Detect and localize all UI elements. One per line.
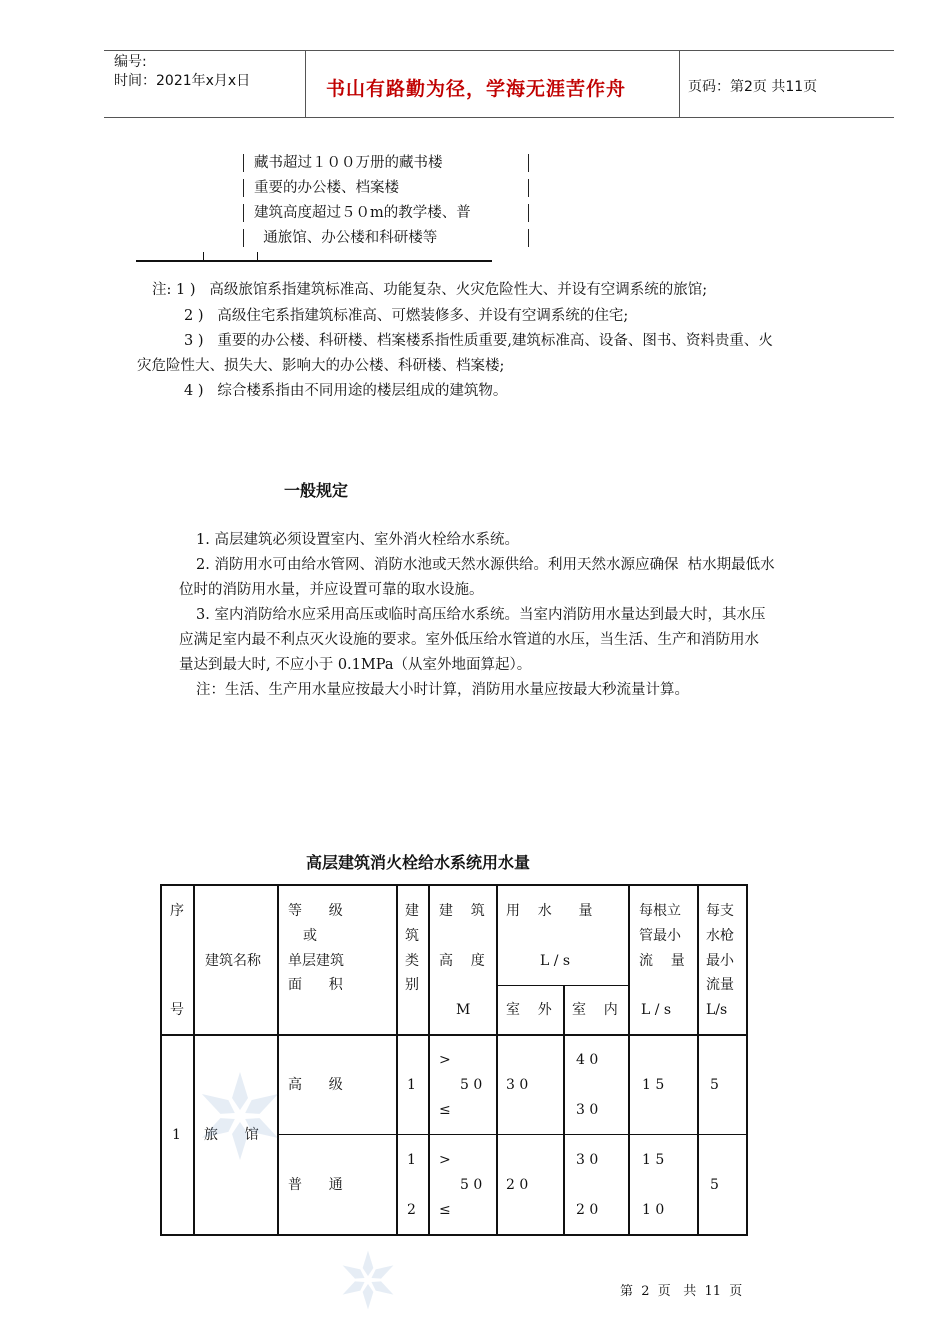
table-header: 高 度 (439, 953, 485, 969)
table-title: 高层建筑消火栓给水系统用水量 (306, 853, 531, 872)
table-header: 最小 (706, 953, 734, 969)
table-cell: 1 5 (642, 1077, 665, 1093)
note-line: 2 ) 高级住宅系指建筑标准高、可燃装修多、并设有空调系统的住宅; (184, 308, 629, 324)
paragraph: 量达到最大时, 不应小于 0.1MPa（从室外地面算起）。 (179, 657, 532, 673)
serial-label: 编号: (114, 54, 147, 70)
table-tick (257, 252, 258, 261)
table-header: 单层建筑 (288, 953, 344, 969)
paragraph: 位时的消防用水量，并应设置可靠的取水设施。 (179, 582, 484, 598)
table-cell: > (439, 1052, 451, 1068)
paragraph: 注：生活、生产用水量应按最大小时计算，消防用水量应按最大秒流量计算。 (196, 682, 689, 698)
header-top-rule (104, 50, 894, 51)
table-header: 号 (170, 1002, 184, 1018)
table-header: 或 (303, 928, 317, 944)
table-header: 每根立 (639, 903, 681, 919)
table-cell: 1 (407, 1152, 416, 1168)
table-header: 建 (405, 903, 419, 919)
table-header: 流 量 (639, 953, 685, 969)
table-cell: 5 0 (460, 1177, 483, 1193)
header-divider (305, 50, 306, 117)
table-cell: 1 5 (642, 1152, 665, 1168)
table-cell: 3 0 (576, 1152, 599, 1168)
table-header: 筑 (405, 928, 419, 944)
note-line: 注: 1 ) 高级旅馆系指建筑标准高、功能复杂、火灾危险性大、并设有空调系统的旅馆; (152, 282, 708, 298)
table-cell: 普 通 (288, 1177, 343, 1193)
table-cell: 1 (172, 1127, 181, 1143)
table-cell: 旅 馆 (204, 1127, 259, 1143)
table-header: 序 (170, 903, 184, 919)
paragraph: 1. 高层建筑必须设置室内、室外消火栓给水系统。 (196, 532, 519, 548)
table-cell: 3 0 (576, 1102, 599, 1118)
table-header: 流量 (706, 977, 734, 993)
table-header: 用 水 量 (506, 903, 593, 919)
list-item: 建筑高度超过５０m的教学楼、普 (240, 201, 540, 226)
section-title: 一般规定 (284, 481, 349, 500)
header-bottom-rule (104, 117, 894, 118)
list-item: 藏书超过１００万册的藏书楼 (240, 151, 540, 176)
table-cell: ≤ (439, 1202, 451, 1218)
list-item: 重要的办公楼、档案楼 (240, 176, 540, 201)
header-divider (679, 50, 680, 117)
table-cell: 3 0 (506, 1077, 529, 1093)
table-cell: 4 0 (576, 1052, 599, 1068)
table-cell: 高 级 (288, 1077, 343, 1093)
table-header: 建 筑 (439, 903, 485, 919)
paragraph: 3. 室内消防给水应采用高压或临时高压给水系统。当室内消防用水量达到最大时，其水压 (196, 607, 766, 623)
snowflake-watermark-icon (336, 1248, 400, 1312)
table-cell: 1 (407, 1077, 416, 1093)
table-cell: 5 0 (460, 1077, 483, 1093)
note-line: 3 ) 重要的办公楼、科研楼、档案楼系指性质重要,建筑标准高、设备、图书、资料贵重、火 (184, 333, 773, 349)
header-page-info: 页码：第2页 共11页 (688, 79, 818, 95)
table-cell: 5 (710, 1077, 719, 1093)
table-header: 类 (405, 953, 419, 969)
table-header: 管最小 (639, 928, 681, 944)
table-header: L / s (540, 953, 571, 969)
table-header: 面 积 (288, 977, 343, 993)
table-cell: ≤ (439, 1102, 451, 1118)
list-item: 通旅馆、办公楼和科研楼等 (240, 226, 540, 251)
table-tick (203, 252, 204, 261)
snowflake-watermark-icon (192, 1068, 288, 1164)
table-cell: 2 0 (506, 1177, 529, 1193)
table-header: 水枪 (706, 928, 734, 944)
note-line: 4 ) 综合楼系指由不同用途的楼层组成的建筑物。 (184, 383, 508, 399)
table-header: 等 级 (288, 903, 343, 919)
table-header: 建筑名称 (205, 953, 261, 969)
table-header: 室 外 (506, 1002, 552, 1018)
table-header: 每支 (706, 903, 734, 919)
page-footer: 第 2 页 共 11 页 (620, 1284, 743, 1299)
table-header: 别 (405, 977, 419, 993)
paragraph: 2. 消防用水可由给水管网、消防水池或天然水源供给。利用天然水源应确保 枯水期最低水 (196, 557, 775, 573)
table-cell: 2 0 (576, 1202, 599, 1218)
header-motto: 书山有路勤为径，学海无涯苦作舟 (326, 78, 627, 100)
table-cell: 5 (710, 1177, 719, 1193)
table-bottom-rule (136, 260, 492, 262)
table-header: 室 内 (572, 1002, 618, 1018)
note-line: 灾危险性大、损失大、影响大的办公楼、科研楼、档案楼; (137, 358, 505, 374)
table-header: L/s (706, 1002, 728, 1018)
paragraph: 应满足室内最不利点灭火设施的要求。室外低压给水管道的水压，当生活、生产和消防用水 (179, 632, 759, 648)
table-cell: > (439, 1152, 451, 1168)
table-cell: 1 0 (642, 1202, 665, 1218)
table-header: L / s (641, 1002, 672, 1018)
table-cell: 2 (407, 1202, 416, 1218)
table-header: M (456, 1002, 471, 1018)
time-label: 时间：2021年x月x日 (114, 73, 251, 89)
